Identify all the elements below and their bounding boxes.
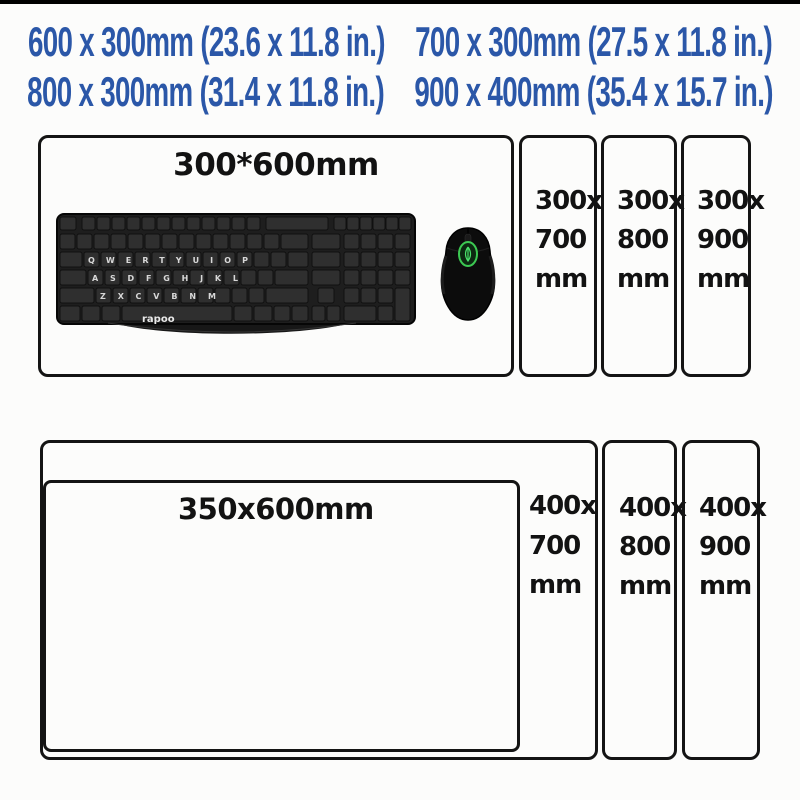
header-line-2 xyxy=(27,68,773,115)
pad-outline-400x800 xyxy=(602,440,687,760)
pad-label-300x600: 300*600mm xyxy=(173,147,379,183)
strip-label-line: 300x xyxy=(697,186,765,216)
strip-label-line: 700 xyxy=(535,225,587,255)
size-900x400: 900 x 400mm (35.4 x 15.7 in.) xyxy=(414,68,773,115)
pad-outline-400x900 xyxy=(682,440,767,760)
strip-label-line: mm xyxy=(619,571,672,601)
size-600x300: 600 x 300mm (23.6 x 11.8 in.) xyxy=(27,18,385,65)
pad-outline-300x900 xyxy=(681,135,765,377)
strip-label-line: mm xyxy=(699,571,752,601)
pad-label-400x700 xyxy=(529,487,596,606)
strip-label-line: 300x xyxy=(535,186,603,216)
pad-outline-300x800 xyxy=(601,135,685,377)
pad-label-350x600: 350x600mm xyxy=(178,492,374,526)
size-700x300: 700 x 300mm (27.5 x 11.8 in.) xyxy=(415,18,773,65)
keyboard-letters-arow: ASDFGHJKL xyxy=(92,274,238,283)
top-border-bar xyxy=(0,0,800,4)
pad-outline-300x700 xyxy=(519,135,603,377)
mouse-image xyxy=(438,226,498,322)
strip-label-line: 700 xyxy=(529,530,581,561)
keyboard-letters-qrow: QWERTYUIOP xyxy=(88,256,248,265)
strip-label-line: 400x xyxy=(699,493,767,523)
strip-label-line: 800 xyxy=(619,532,671,562)
strip-label-line: 300x xyxy=(617,186,685,216)
strip-label-line: 900 xyxy=(697,225,749,255)
strip-label-line: mm xyxy=(535,264,588,294)
keyboard-brand-logo: rapoo xyxy=(142,314,175,325)
header-line-1 xyxy=(27,18,773,65)
strip-label-line: 900 xyxy=(699,532,751,562)
strip-label-line: mm xyxy=(529,570,582,600)
strip-label-line: 400x xyxy=(619,493,687,523)
strip-label-line: mm xyxy=(697,264,750,294)
size-800x300: 800 x 300mm (31.4 x 11.8 in.) xyxy=(27,68,385,115)
strip-label-line: 400x xyxy=(529,491,597,521)
keyboard-image xyxy=(56,211,416,339)
strip-label-line: mm xyxy=(617,264,670,294)
strip-label-line: 800 xyxy=(617,225,669,255)
keyboard-letters-zrow: ZXCVBNM xyxy=(100,292,216,301)
